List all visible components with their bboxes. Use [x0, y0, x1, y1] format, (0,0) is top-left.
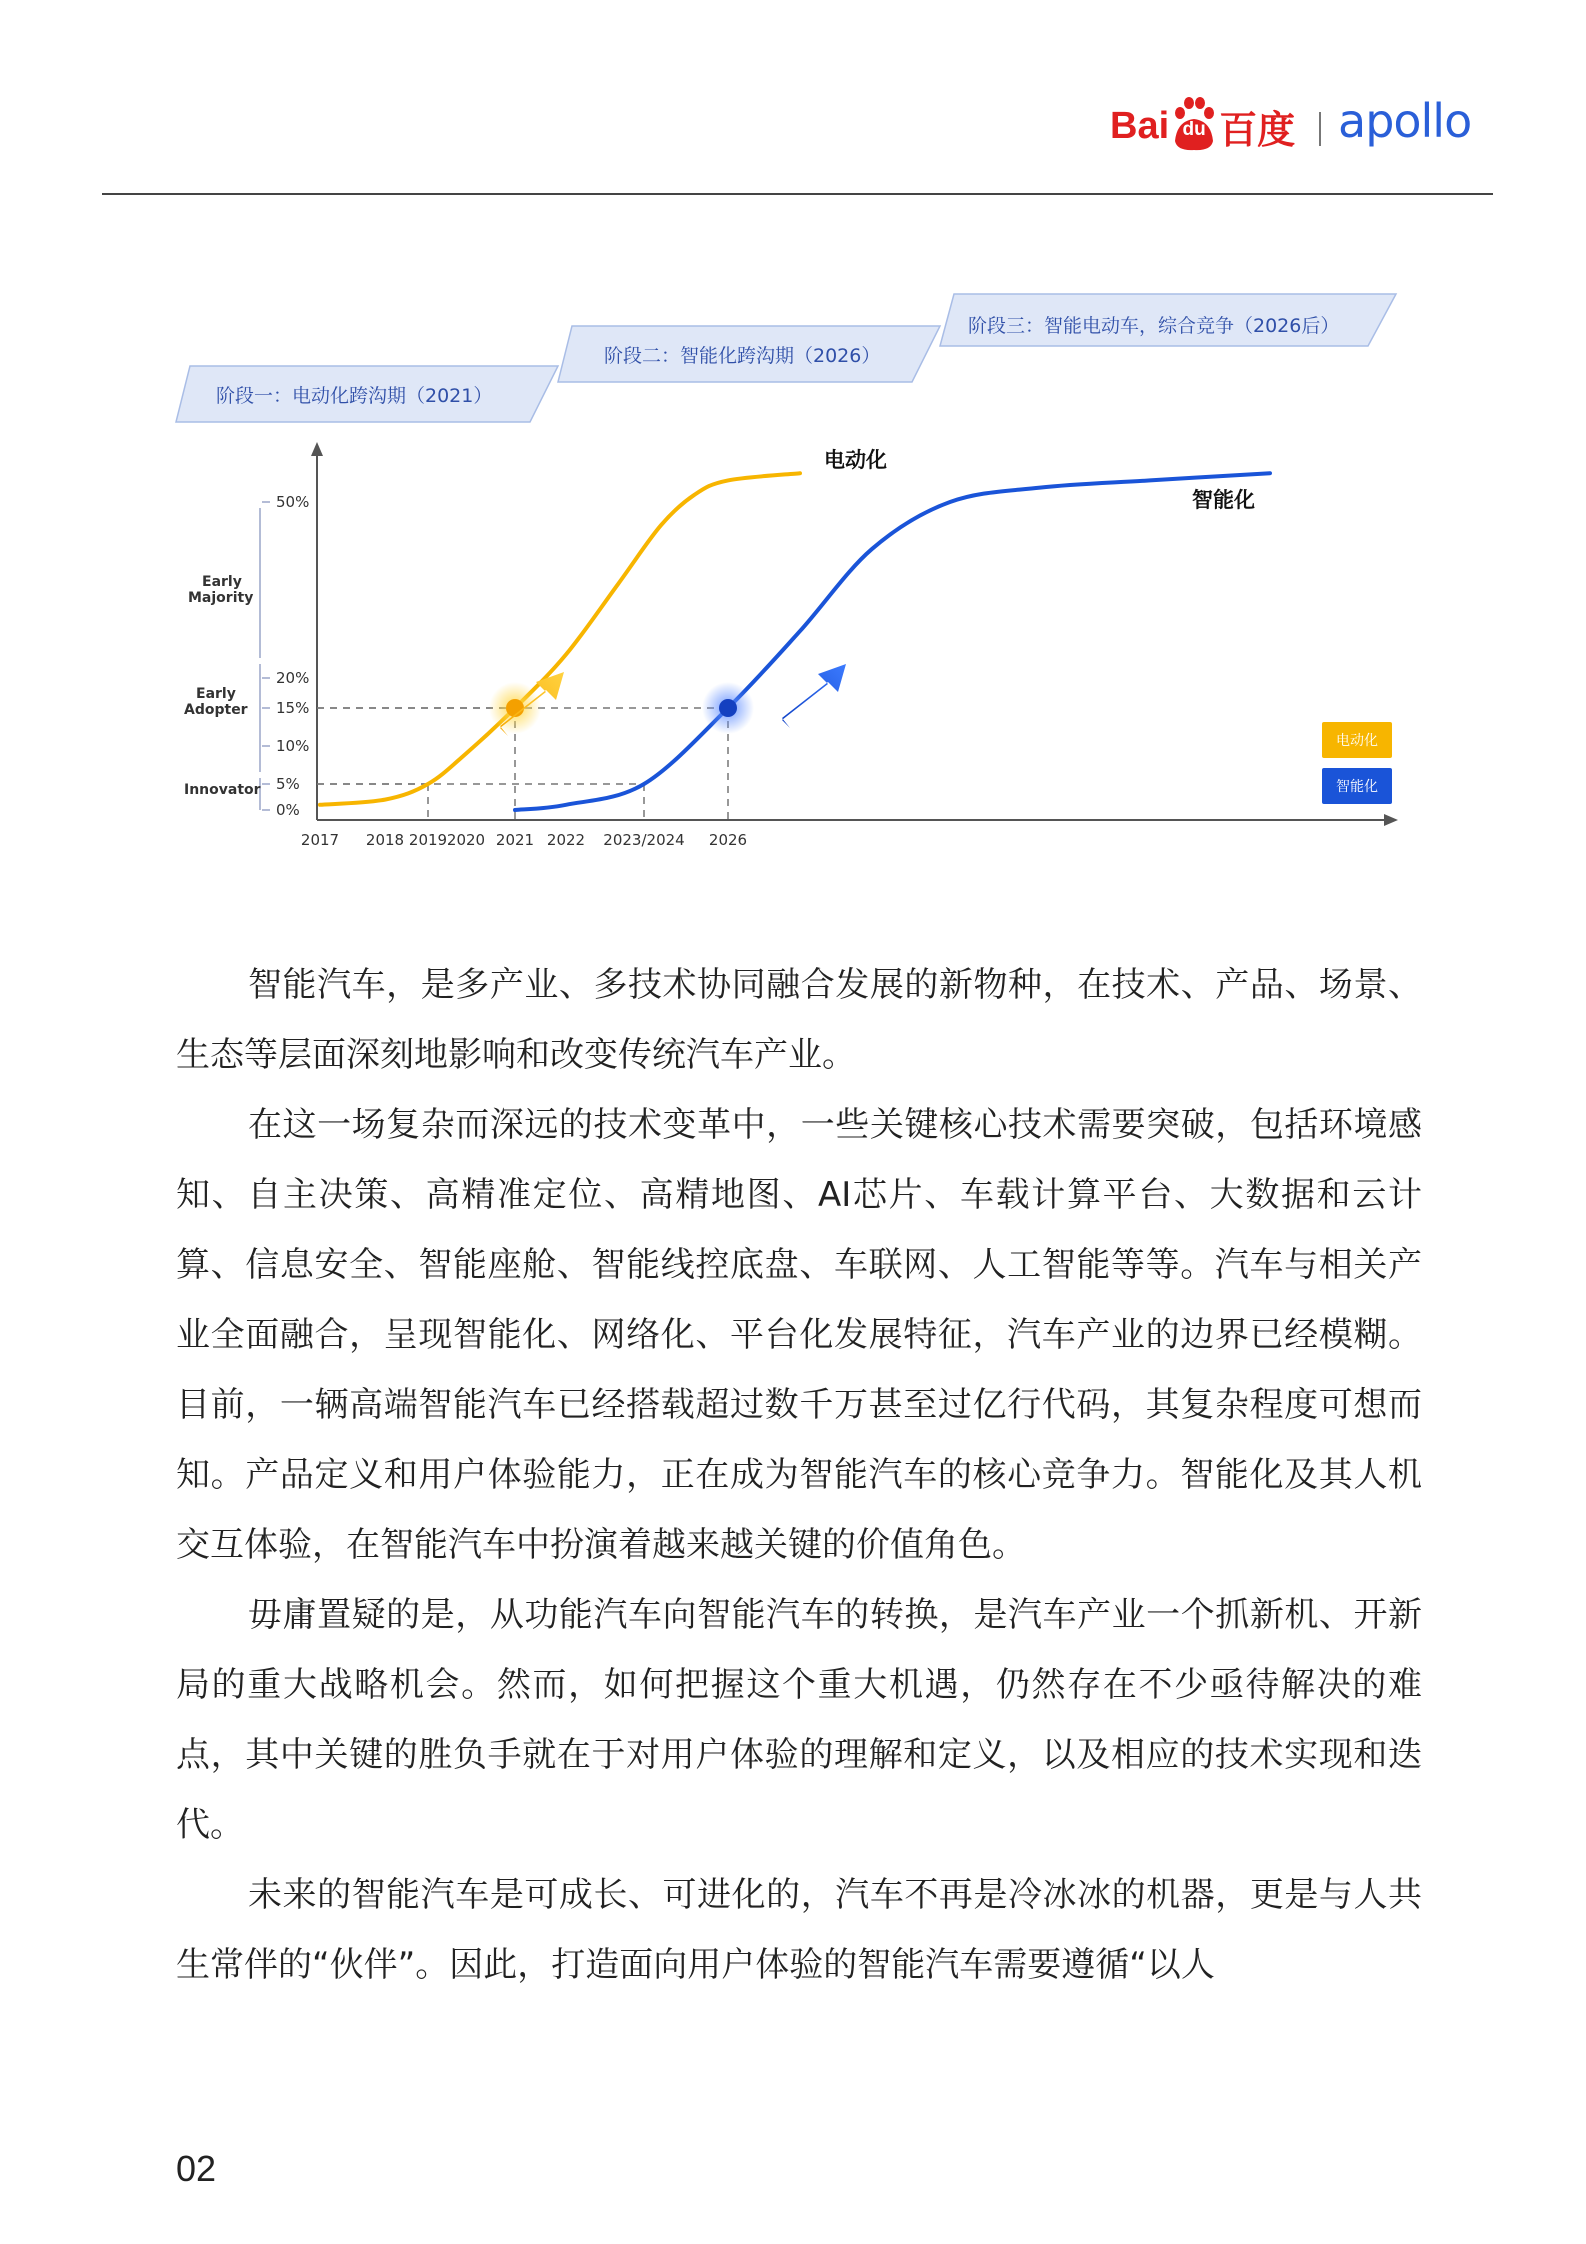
page-header	[0, 0, 1586, 200]
x-tick-label: 2019	[408, 831, 448, 849]
x-tick-label: 2018	[365, 831, 405, 849]
baidu-badge-text: du	[1182, 119, 1206, 140]
paragraph-2: 在这一场复杂而深远的技术变革中，一些关键核心技术需要突破，包括环境感知、自主决策、高精准定位、高精地图、AI芯片、车载计算平台、大数据和云计算、信息安全、智能座舱、智能线控底盘、车联网、人工智能等等。汽车与相关产业全面融合，呈现智能化、网络化、平台化发展特征，汽车产业的边界已经模糊。目前，一辆高端智能汽车已经搭载超过数千万甚至过亿行代码，其复杂程度可想而知。产品定义和用户体验能力，正在成为智能汽车的核心竞争力。智能化及其人机交互体验，在智能汽车中扮演着越来越关键的价值角色。	[176, 1105, 1422, 1565]
y-tick-label: 5%	[276, 775, 300, 793]
intelligence-series-label: 智能化	[1192, 488, 1255, 513]
intelligence-arrow-icon	[782, 664, 846, 728]
chart-legend	[1322, 722, 1392, 804]
y-tick-label: 20%	[276, 669, 310, 687]
x-tick-label: 2020	[446, 831, 486, 849]
x-tick-label: 2017	[300, 831, 340, 849]
baidu-logo-right: 百度	[1219, 109, 1296, 152]
stage-1-label: 阶段一：电动化跨沟期（2021）	[216, 385, 493, 407]
logo-divider	[1319, 112, 1321, 146]
paragraph-3: 毋庸置疑的是，从功能汽车向智能汽车的转换，是汽车产业一个抓新机、开新局的重大战略机会。然而，如何把握这个重大机遇，仍然存在不少亟待解决的难点，其中关键的胜负手就在于对用户体验的理解和定义，以及相应的技术实现和迭代。	[176, 1595, 1422, 1845]
adoption-chart-svg	[160, 280, 1420, 860]
adoption-chart	[160, 280, 1420, 860]
x-tick-label: 2026	[708, 831, 748, 849]
y-tick-label: 10%	[276, 737, 310, 755]
baidu-logo-left: Bai	[1110, 104, 1170, 147]
segment-innovator: Innovator	[184, 782, 261, 798]
stage-banner-3	[940, 294, 1396, 346]
intelligence-series-line	[515, 473, 1270, 810]
page-number: 02	[176, 2148, 217, 2189]
series-layer	[320, 448, 1270, 810]
milestone-point	[719, 699, 737, 717]
x-axis-ticks	[301, 831, 747, 849]
stage-3-label: 阶段三：智能电动车，综合竞争（2026后）	[968, 315, 1340, 337]
y-axis-ticks	[262, 493, 309, 819]
paragraph-1: 智能汽车，是多产业、多技术协同融合发展的新物种，在技术、产品、场景、生态等层面深刻地影响和改变传统汽车产业。	[176, 965, 1422, 1075]
stage-banner-1	[176, 366, 558, 422]
x-tick-label: 2023/2024	[603, 831, 685, 849]
y-tick-label: 15%	[276, 699, 310, 717]
segment-early-adopter: Early Adopter	[184, 686, 248, 718]
y-tick-label: 0%	[276, 801, 300, 819]
y-tick-label: 50%	[276, 493, 310, 511]
electrification-series-line	[320, 473, 800, 805]
x-tick-label: 2022	[546, 831, 586, 849]
x-tick-label: 2021	[495, 831, 535, 849]
stage-2-label: 阶段二：智能化跨沟期（2026）	[604, 345, 881, 367]
segment-early-majority: Early Majority	[188, 574, 254, 606]
baidu-paw-icon	[1171, 103, 1217, 149]
baidu-logo	[1110, 96, 1295, 156]
stage-banner-2	[558, 326, 940, 382]
apollo-logo: apollo	[1338, 94, 1472, 148]
paragraph-4: 未来的智能汽车是可成长、可进化的，汽车不再是冷冰冰的机器，更是与人共生常伴的“伙伴”。因此，打造面向用户体验的智能汽车需要遵循“以人	[176, 1875, 1422, 1985]
body-text	[176, 950, 1422, 2000]
legend-electrification: 电动化	[1336, 733, 1378, 749]
electrification-series-label: 电动化	[824, 448, 887, 473]
legend-intelligence: 智能化	[1336, 779, 1378, 795]
header-rule	[102, 193, 1493, 195]
